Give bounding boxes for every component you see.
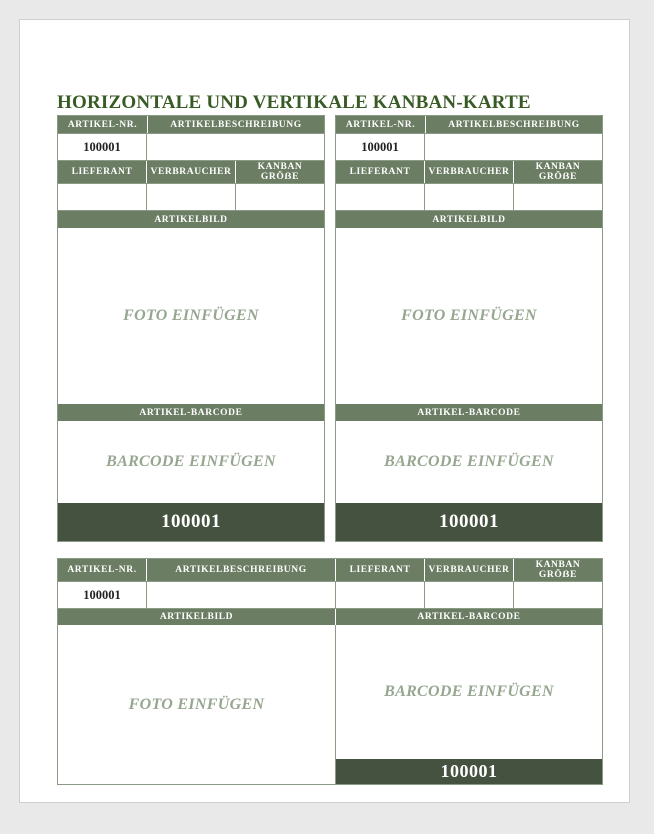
supplier-header: LIEFERANT xyxy=(336,559,424,581)
supplier-value[interactable] xyxy=(335,183,425,211)
item-barcode-header: ARTIKEL-BARCODE xyxy=(336,404,602,421)
item-barcode-header: ARTIKEL-BARCODE xyxy=(336,609,602,625)
kanban-size-value[interactable] xyxy=(513,183,603,211)
supplier-value[interactable] xyxy=(57,183,147,211)
item-description-value[interactable] xyxy=(424,133,603,161)
card-footer-number: 100001 xyxy=(336,503,602,541)
document-title: HORIZONTALE UND VERTIKALE KANBAN-KARTE xyxy=(57,92,531,113)
kanban-size-value[interactable] xyxy=(513,581,603,609)
barcode-placeholder[interactable]: BARCODE EINFÜGEN xyxy=(384,453,554,470)
supplier-header: LIEFERANT xyxy=(336,161,424,183)
photo-placeholder[interactable]: FOTO EINFÜGEN xyxy=(123,307,259,324)
barcode-placeholder[interactable]: BARCODE EINFÜGEN xyxy=(384,683,554,700)
kanban-size-header: KANBAN GRÖẞE xyxy=(514,161,602,183)
item-description-header: ARTIKELBESCHREIBUNG xyxy=(147,559,335,581)
card-footer-number: 100001 xyxy=(58,503,324,541)
item-image-header: ARTIKELBILD xyxy=(336,211,602,228)
item-description-header: ARTIKELBESCHREIBUNG xyxy=(148,116,324,133)
kanban-size-header: KANBAN GRÖẞE xyxy=(236,161,324,183)
consumer-header: VERBRAUCHER xyxy=(425,161,513,183)
item-description-value[interactable] xyxy=(146,133,325,161)
consumer-value[interactable] xyxy=(146,183,236,211)
item-no-value[interactable]: 100001 xyxy=(335,133,425,161)
consumer-header: VERBRAUCHER xyxy=(425,559,513,581)
consumer-value[interactable] xyxy=(424,183,514,211)
item-barcode-header: ARTIKEL-BARCODE xyxy=(58,404,324,421)
kanban-size-header: KANBAN GRÖẞE xyxy=(514,559,602,581)
item-no-header: ARTIKEL-NR. xyxy=(58,559,146,581)
item-image-header: ARTIKELBILD xyxy=(58,609,335,625)
card-footer-number: 100001 xyxy=(336,759,602,784)
barcode-placeholder[interactable]: BARCODE EINFÜGEN xyxy=(106,453,276,470)
item-no-value[interactable]: 100001 xyxy=(57,133,147,161)
photo-placeholder[interactable]: FOTO EINFÜGEN xyxy=(128,695,265,713)
supplier-header: LIEFERANT xyxy=(58,161,146,183)
kanban-size-value[interactable] xyxy=(235,183,325,211)
item-description-value[interactable] xyxy=(146,581,336,609)
supplier-value[interactable] xyxy=(335,581,425,609)
item-image-header: ARTIKELBILD xyxy=(58,211,324,228)
photo-placeholder[interactable]: FOTO EINFÜGEN xyxy=(401,307,537,324)
consumer-header: VERBRAUCHER xyxy=(147,161,235,183)
consumer-value[interactable] xyxy=(424,581,514,609)
item-no-header: ARTIKEL-NR. xyxy=(336,116,425,133)
item-no-value[interactable]: 100001 xyxy=(57,581,147,609)
item-description-header: ARTIKELBESCHREIBUNG xyxy=(426,116,602,133)
item-no-header: ARTIKEL-NR. xyxy=(58,116,147,133)
